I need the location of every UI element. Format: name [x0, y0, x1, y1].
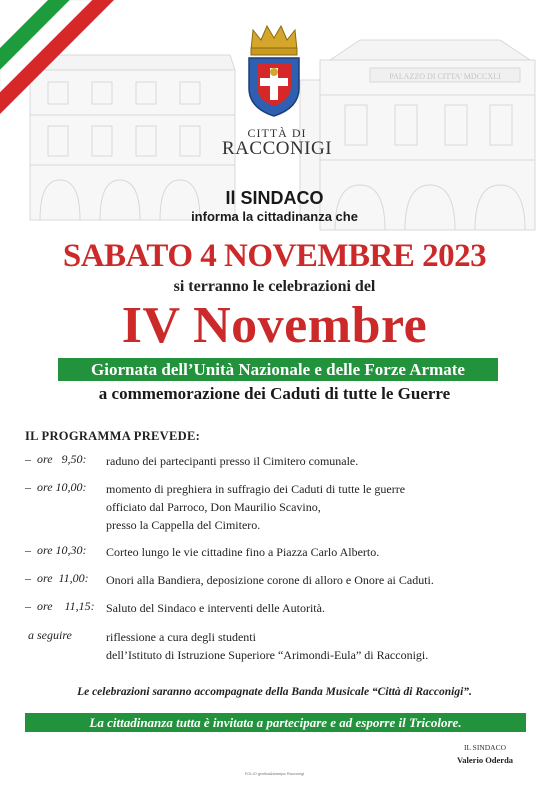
program-line: Corteo lungo le vie cittadine fino a Piazza Carlo Alberto.	[106, 545, 380, 559]
program-description	[106, 543, 379, 561]
program-line: dell’Istituto di Istruzione Superiore “Arimondi-Eula” di Racconigi.	[106, 648, 429, 662]
program-line: Onori alla Bandiera, deposizione corone di alloro e Onore ai Caduti.	[106, 573, 434, 587]
program-heading: IL PROGRAMMA PREVEDE:	[25, 429, 201, 443]
program-time: – ore 11,15:	[25, 599, 95, 613]
commemoration-line: a commemorazione dei Caduti di tutte le Guerre	[98, 384, 451, 403]
program-line: raduno dei partecipanti presso il Cimitero comunale.	[106, 454, 359, 468]
program-description	[106, 480, 405, 534]
invitation-banner: La cittadinanza tutta è invitata a partecipare e ad esporre il Tricolore.	[25, 713, 526, 732]
tricolore-ribbon	[0, 0, 130, 130]
event-title: IV Novembre	[121, 297, 428, 354]
program-line: Saluto del Sindaco e interventi delle Autorità.	[106, 601, 325, 615]
program-line: presso la Cappella del Cimitero.	[106, 518, 261, 532]
giornata-banner: Giornata dell’Unità Nazionale e delle Forze Armate	[58, 358, 498, 381]
program-description	[106, 599, 325, 617]
band-note: Le celebrazioni saranno accompagnate della Banda Musicale “Città di Racconigi”.	[77, 686, 472, 698]
program-time: – ore 10,30:	[25, 543, 87, 557]
racconigi-crest-icon	[241, 22, 307, 120]
program-time: – ore 10,00:	[25, 480, 87, 494]
svg-text:PALAZZO DI CITTA' MDCCXLI: PALAZZO DI CITTA' MDCCXLI	[389, 72, 501, 81]
program-line: riflessione a cura degli studenti	[106, 630, 256, 644]
program-line: officiato dal Parroco, Don Maurilio Scavino,	[106, 500, 321, 514]
city-logo-text	[222, 127, 332, 158]
program-description	[106, 452, 358, 470]
signature-role: IL SINDACO	[463, 743, 506, 752]
program-time: a seguire	[25, 628, 72, 642]
informa-subheading: informa la cittadinanza che	[191, 209, 358, 224]
program-line: momento di preghiera in suffragio dei Caduti di tutte le guerre	[106, 482, 406, 496]
program-time: – ore 11,00:	[25, 571, 89, 585]
sindaco-heading: Il SINDACO	[225, 188, 324, 208]
event-date: SABATO 4 NOVEMBRE 2023	[62, 238, 487, 274]
signature-name: Valerio Oderda	[456, 755, 514, 765]
city-small-label: CITTÀ DI	[247, 126, 307, 140]
program-description	[106, 571, 434, 589]
program-time: – ore 9,50:	[25, 452, 87, 466]
celebrations-line: si terranno le celebrazioni del	[173, 278, 376, 295]
city-big-label: RACCONIGI	[222, 138, 333, 159]
program-description	[106, 628, 428, 664]
printer-credit: FOLIO grafica&stampa Racconigi	[244, 771, 305, 776]
